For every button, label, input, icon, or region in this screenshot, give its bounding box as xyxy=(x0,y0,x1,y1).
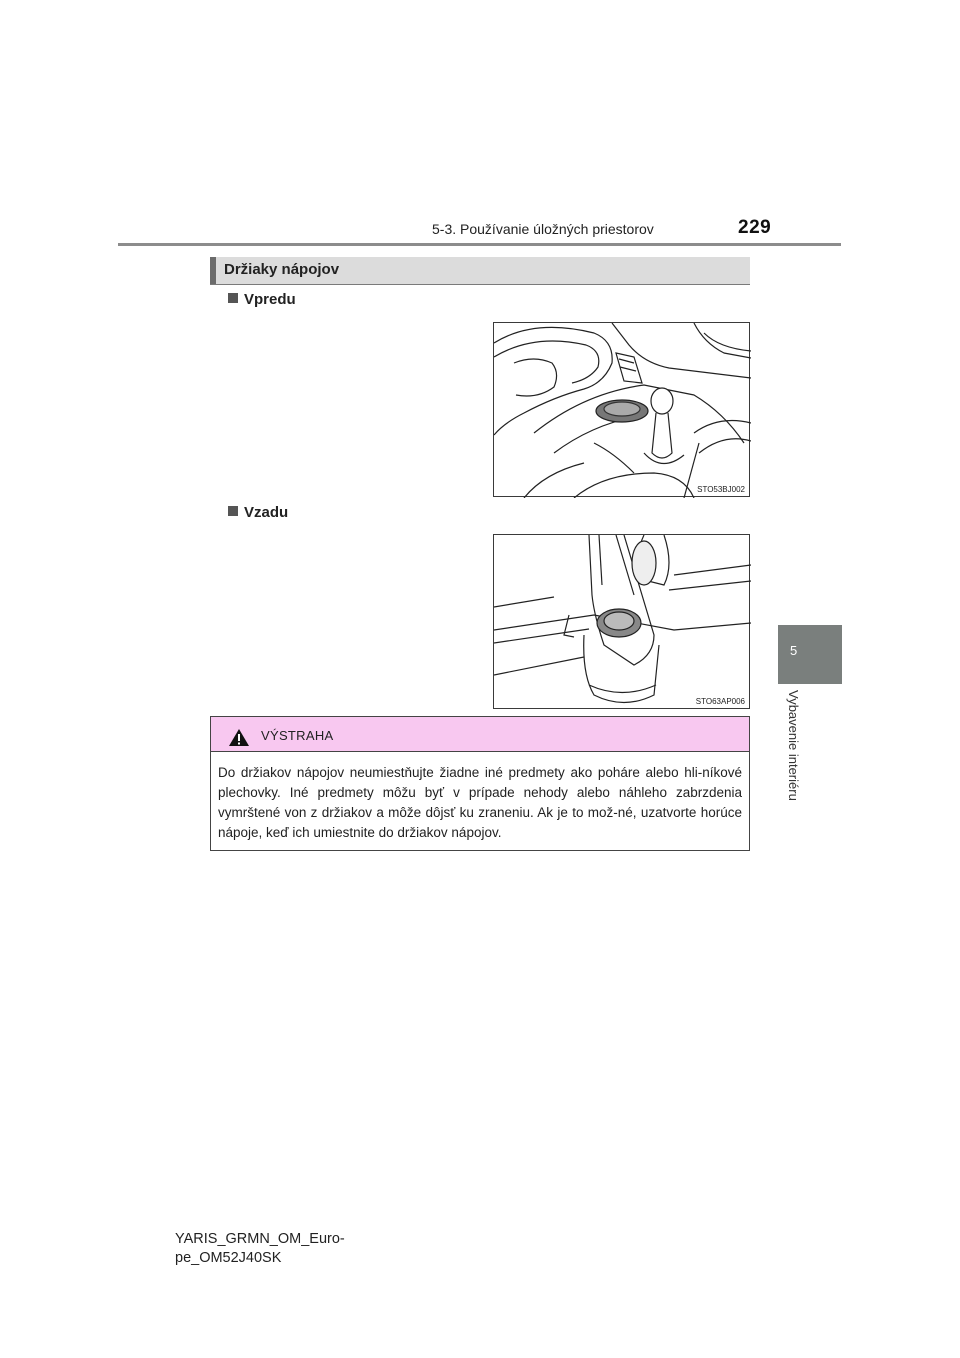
figure-rear-cup-holder xyxy=(493,534,750,709)
section-heading-bar xyxy=(210,257,216,284)
warning-box xyxy=(210,716,750,851)
footer-line-2: pe_OM52J40SK xyxy=(175,1250,282,1266)
chapter-title-text: Vybavenie interiéru xyxy=(786,690,801,801)
subheading-rear xyxy=(228,504,288,521)
subheading-front xyxy=(228,291,296,308)
footer-line-1: YARIS_GRMN_OM_Euro- xyxy=(175,1231,345,1247)
page-number: 229 xyxy=(738,217,772,238)
section-heading xyxy=(210,257,750,285)
warning-header xyxy=(211,717,749,752)
chapter-tab xyxy=(778,625,842,684)
section-heading-text: Držiaky nápojov xyxy=(224,261,340,278)
square-bullet-icon xyxy=(228,506,238,516)
header-divider xyxy=(118,243,841,246)
square-bullet-icon xyxy=(228,293,238,303)
running-header-section: 5-3. Používanie úložných priestorov xyxy=(432,221,654,237)
warning-label: VÝSTRAHA xyxy=(261,728,334,743)
chapter-number: 5 xyxy=(790,643,798,658)
rear-cup-holder-illustration xyxy=(494,535,751,710)
front-cup-holder-illustration xyxy=(494,323,751,498)
warning-text: Do držiakov nápojov neumiestňujte žiadne iné predmety ako poháre alebo hli-níkové plechovky. Iné predmety môžu byť v prípade nehody alebo náhleho zabrzdenia vymrštené von z držiakov a môže dôjsť ku zraneniu. Ak je to mož-né, uzatvorte horúce nápoje, keď ich umiestnite do držiakov nápojov. xyxy=(218,765,742,840)
subheading-rear-label: Vzadu xyxy=(244,504,289,521)
chapter-title xyxy=(786,690,806,830)
figure-code-front: STO53BJ002 xyxy=(697,485,745,494)
footer-doc-code xyxy=(175,1230,345,1268)
figure-front-cup-holder xyxy=(493,322,750,497)
warning-triangle-icon xyxy=(228,728,250,747)
subheading-front-label: Vpredu xyxy=(244,291,296,308)
figure-code-rear: STO63AP006 xyxy=(695,697,745,706)
